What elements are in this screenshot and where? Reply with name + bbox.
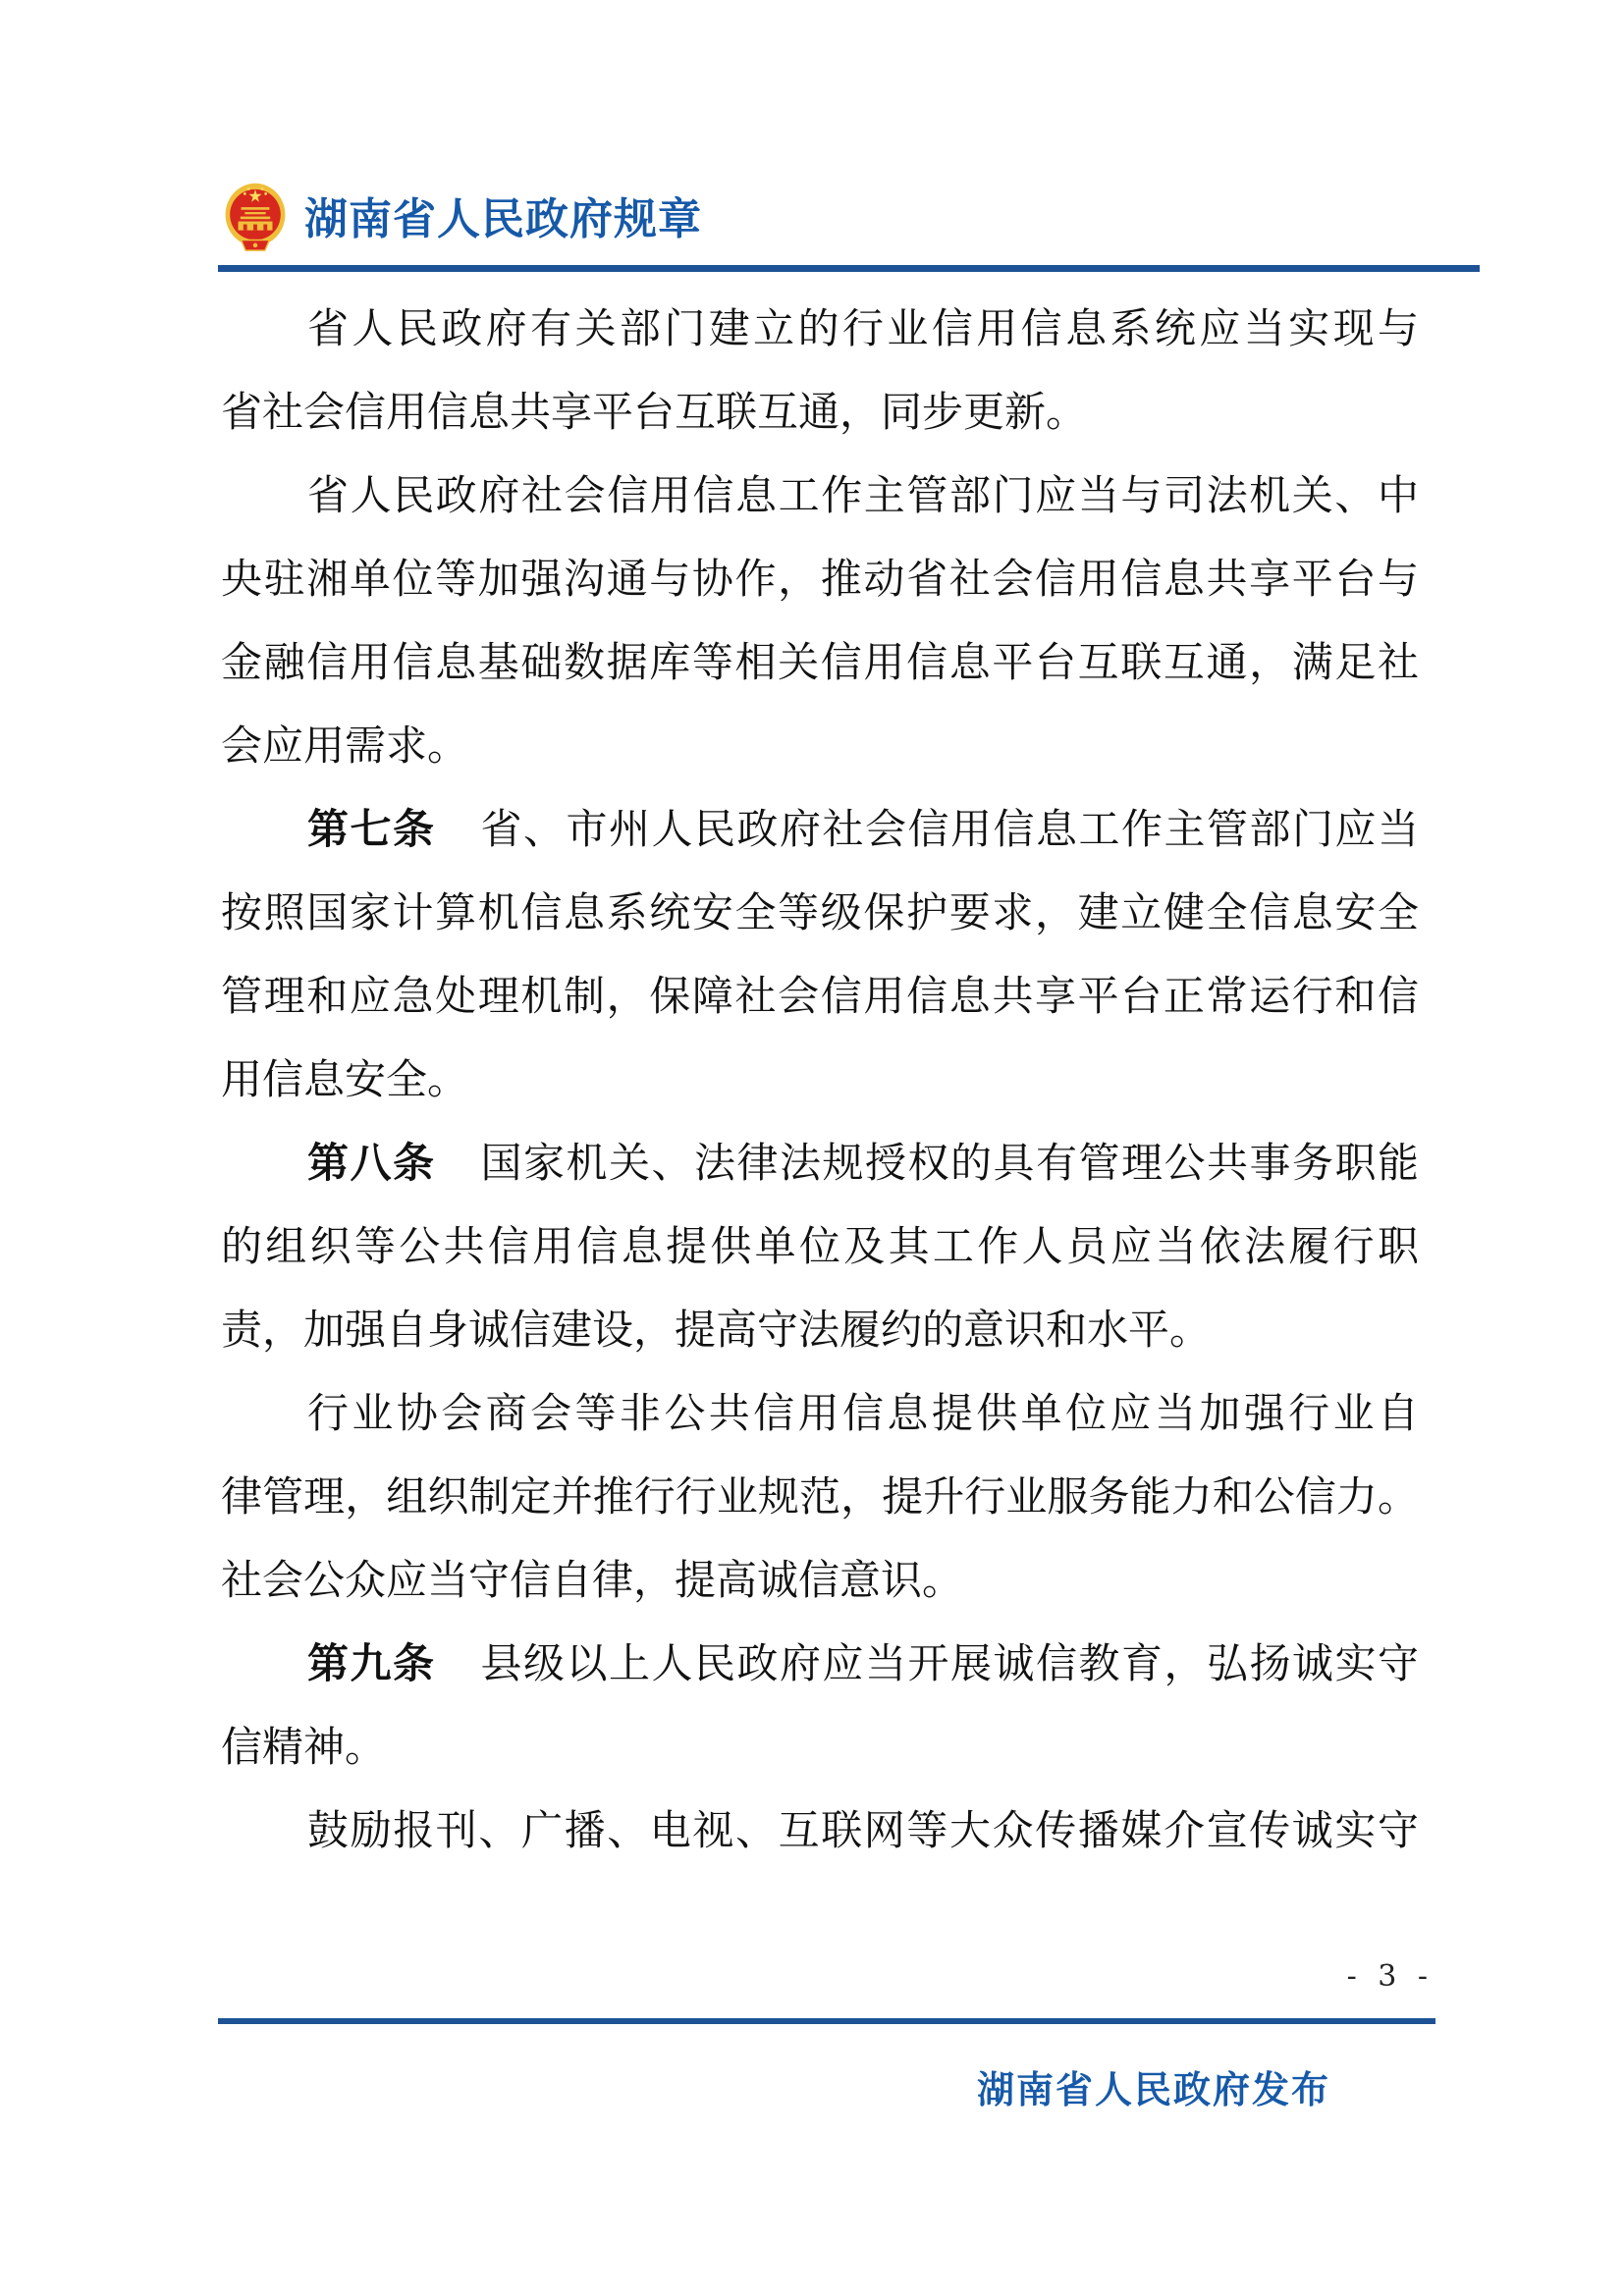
text-line bbox=[221, 954, 1419, 1038]
line-text: 鼓励报刊、广播、电视、互联网等大众传播媒介宣传诚实守 bbox=[307, 1806, 1419, 1854]
header-rule bbox=[218, 265, 1480, 272]
article-number: 第八条 bbox=[307, 1140, 436, 1186]
line-text: 省人民政府社会信用信息工作主管部门应当与司法机关、中 bbox=[307, 471, 1419, 519]
text-line bbox=[221, 1204, 1419, 1288]
text-line bbox=[221, 1622, 1419, 1705]
line-text: 省人民政府有关部门建立的行业信用信息系统应当实现与 bbox=[307, 304, 1419, 352]
page-number: - 3 - bbox=[1346, 1959, 1434, 1994]
line-text: 行业协会商会等非公共信用信息提供单位应当加强行业自 bbox=[307, 1389, 1419, 1437]
line-text: 社会公众应当守信自律，提高诚信意识。 bbox=[221, 1556, 964, 1604]
line-text: 律管理，组织制定并推行行业规范，提升行业服务能力和公信力。 bbox=[221, 1472, 1419, 1521]
line-text: 国家机关、法律法规授权的具有管理公共事务职能 bbox=[480, 1139, 1419, 1187]
line-text: 县级以上人民政府应当开展诚信教育，弘扬诚实守 bbox=[480, 1639, 1419, 1687]
publisher-label: 湖南省人民政府发布 bbox=[976, 2070, 1330, 2111]
text-line bbox=[221, 871, 1419, 954]
line-text: 责，加强自身诚信建设，提高守法履约的意识和水平。 bbox=[221, 1306, 1212, 1354]
line-text: 管理和应急处理机制，保障社会信用信息共享平台正常运行和信 bbox=[221, 972, 1419, 1020]
text-line bbox=[221, 370, 1419, 454]
text-line bbox=[221, 620, 1419, 704]
text-line bbox=[221, 704, 1419, 787]
text-line bbox=[221, 1455, 1419, 1538]
article-number: 第七条 bbox=[307, 806, 436, 852]
national-emblem-icon bbox=[218, 179, 293, 261]
line-text: 用信息安全。 bbox=[221, 1055, 469, 1103]
document-body bbox=[221, 287, 1419, 1872]
text-line bbox=[221, 287, 1419, 370]
text-line bbox=[221, 1288, 1419, 1371]
line-text: 省社会信用信息共享平台互联互通，同步更新。 bbox=[221, 388, 1088, 436]
line-text: 金融信用信息基础数据库等相关信用信息平台互联互通，满足社 bbox=[221, 638, 1419, 686]
line-text: 会应用需求。 bbox=[221, 721, 469, 770]
text-line bbox=[221, 1705, 1419, 1789]
text-line bbox=[221, 1121, 1419, 1204]
text-line bbox=[221, 1038, 1419, 1121]
line-text: 按照国家计算机信息系统安全等级保护要求，建立健全信息安全 bbox=[221, 888, 1419, 936]
text-line bbox=[221, 1538, 1419, 1622]
footer-rule bbox=[218, 2018, 1435, 2024]
document-header bbox=[218, 179, 702, 261]
text-line bbox=[221, 537, 1419, 620]
line-text: 的组织等公共信用信息提供单位及其工作人员应当依法履行职 bbox=[221, 1222, 1419, 1270]
text-line bbox=[221, 787, 1419, 871]
text-line bbox=[221, 1371, 1419, 1455]
text-line bbox=[221, 454, 1419, 537]
line-text: 央驻湘单位等加强沟通与协作，推动省社会信用信息共享平台与 bbox=[221, 555, 1419, 603]
text-line bbox=[221, 1789, 1419, 1872]
line-text: 省、市州人民政府社会信用信息工作主管部门应当 bbox=[480, 805, 1419, 853]
line-text: 信精神。 bbox=[221, 1723, 387, 1771]
article-number: 第九条 bbox=[307, 1640, 436, 1686]
page-title: 湖南省人民政府规章 bbox=[304, 195, 702, 243]
